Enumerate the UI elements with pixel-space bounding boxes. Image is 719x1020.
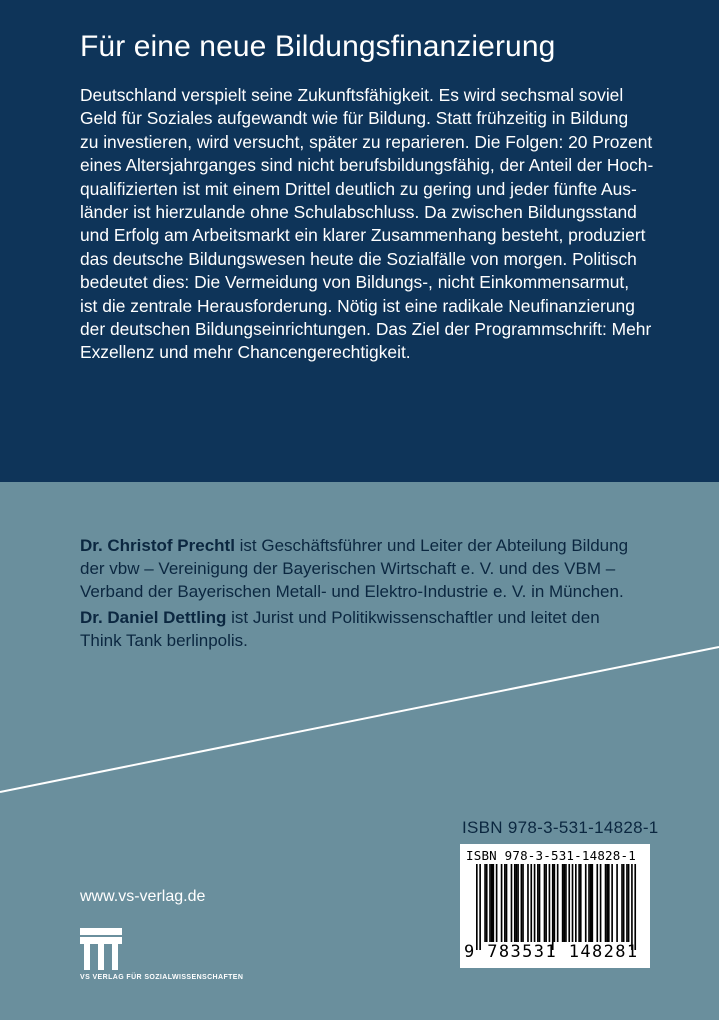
- author-panel: [0, 482, 719, 1020]
- blurb-line: Exzellenz und mehr Chancengerechtigkeit.: [80, 342, 411, 363]
- blurb-text: [80, 84, 680, 365]
- book-title: Für eine neue Bildungsfinanzierung: [80, 30, 556, 63]
- author-name: Dr. Daniel Dettling: [80, 608, 227, 627]
- blurb-line: Deutschland verspielt seine Zukunftsfähigkeit. Es wird sechsmal soviel: [80, 85, 624, 105]
- author-name: Dr. Christof Prechtl: [80, 536, 235, 555]
- blurb-line: eines Altersjahrganges sind nicht berufsbildungsfähig, der Anteil der Hoch-: [80, 155, 654, 176]
- barcode: [460, 844, 650, 968]
- publisher-website: www.vs-verlag.de: [80, 888, 206, 905]
- publisher-name: VS VERLAG FÜR SOZIALWISSENSCHAFTEN: [80, 974, 244, 981]
- blurb-line: ist die zentrale Herausforderung. Nötig ist eine radikale Neufinanzierung: [80, 295, 635, 316]
- author-bio-text: der vbw – Vereinigung der Bayerischen Wirtschaft e. V. und des VBM –: [80, 559, 616, 578]
- blurb-line: länder ist hierzulande ohne Schulabschluss. Da zwischen Bildungsstand: [80, 202, 637, 223]
- author-bio-text: Think Tank berlinpolis.: [80, 631, 248, 650]
- blurb-line: das deutsche Bildungswesen heute die Sozialfälle von morgen. Politisch: [80, 248, 637, 269]
- author-bio-dettling: [80, 606, 680, 652]
- author-bio-prechtl: [80, 534, 680, 603]
- barcode-isbn: ISBN 978-3-531-14828-1: [466, 848, 636, 863]
- blurb-line: Geld für Soziales aufgewandt wie für Bildung. Statt frühzeitig in Bildung: [80, 108, 629, 129]
- blurb-line: qualifizierten ist mit einem Drittel deutlich zu gering und jeder fünfte Aus-: [80, 178, 637, 199]
- blurb-line: der deutschen Bildungseinrichtungen. Das Ziel der Programmschrift: Mehr: [80, 319, 652, 340]
- isbn-label: ISBN 978-3-531-14828-1: [462, 818, 659, 837]
- publisher-logo-icon: [80, 928, 122, 970]
- barcode-digits: 9 783531 148281: [464, 942, 639, 962]
- blurb-line: zu investieren, wird versucht, später zu reparieren. Die Folgen: 20 Prozent: [80, 131, 653, 152]
- blurb-line: bedeutet dies: Die Vermeidung von Bildungs-, nicht Einkommensarmut,: [80, 272, 630, 293]
- author-bio-text: ist Jurist und Politikwissenschaftler und leitet den: [226, 608, 600, 627]
- blurb-line: und Erfolg am Arbeitsmarkt ein klarer Zusammenhang besteht, produziert: [80, 225, 646, 246]
- author-bio-text: ist Geschäftsführer und Leiter der Abteilung Bildung: [234, 536, 629, 555]
- blurb-panel: [0, 0, 719, 482]
- author-bio-text: Verband der Bayerischen Metall- und Elektro-Industrie e. V. in München.: [80, 582, 624, 601]
